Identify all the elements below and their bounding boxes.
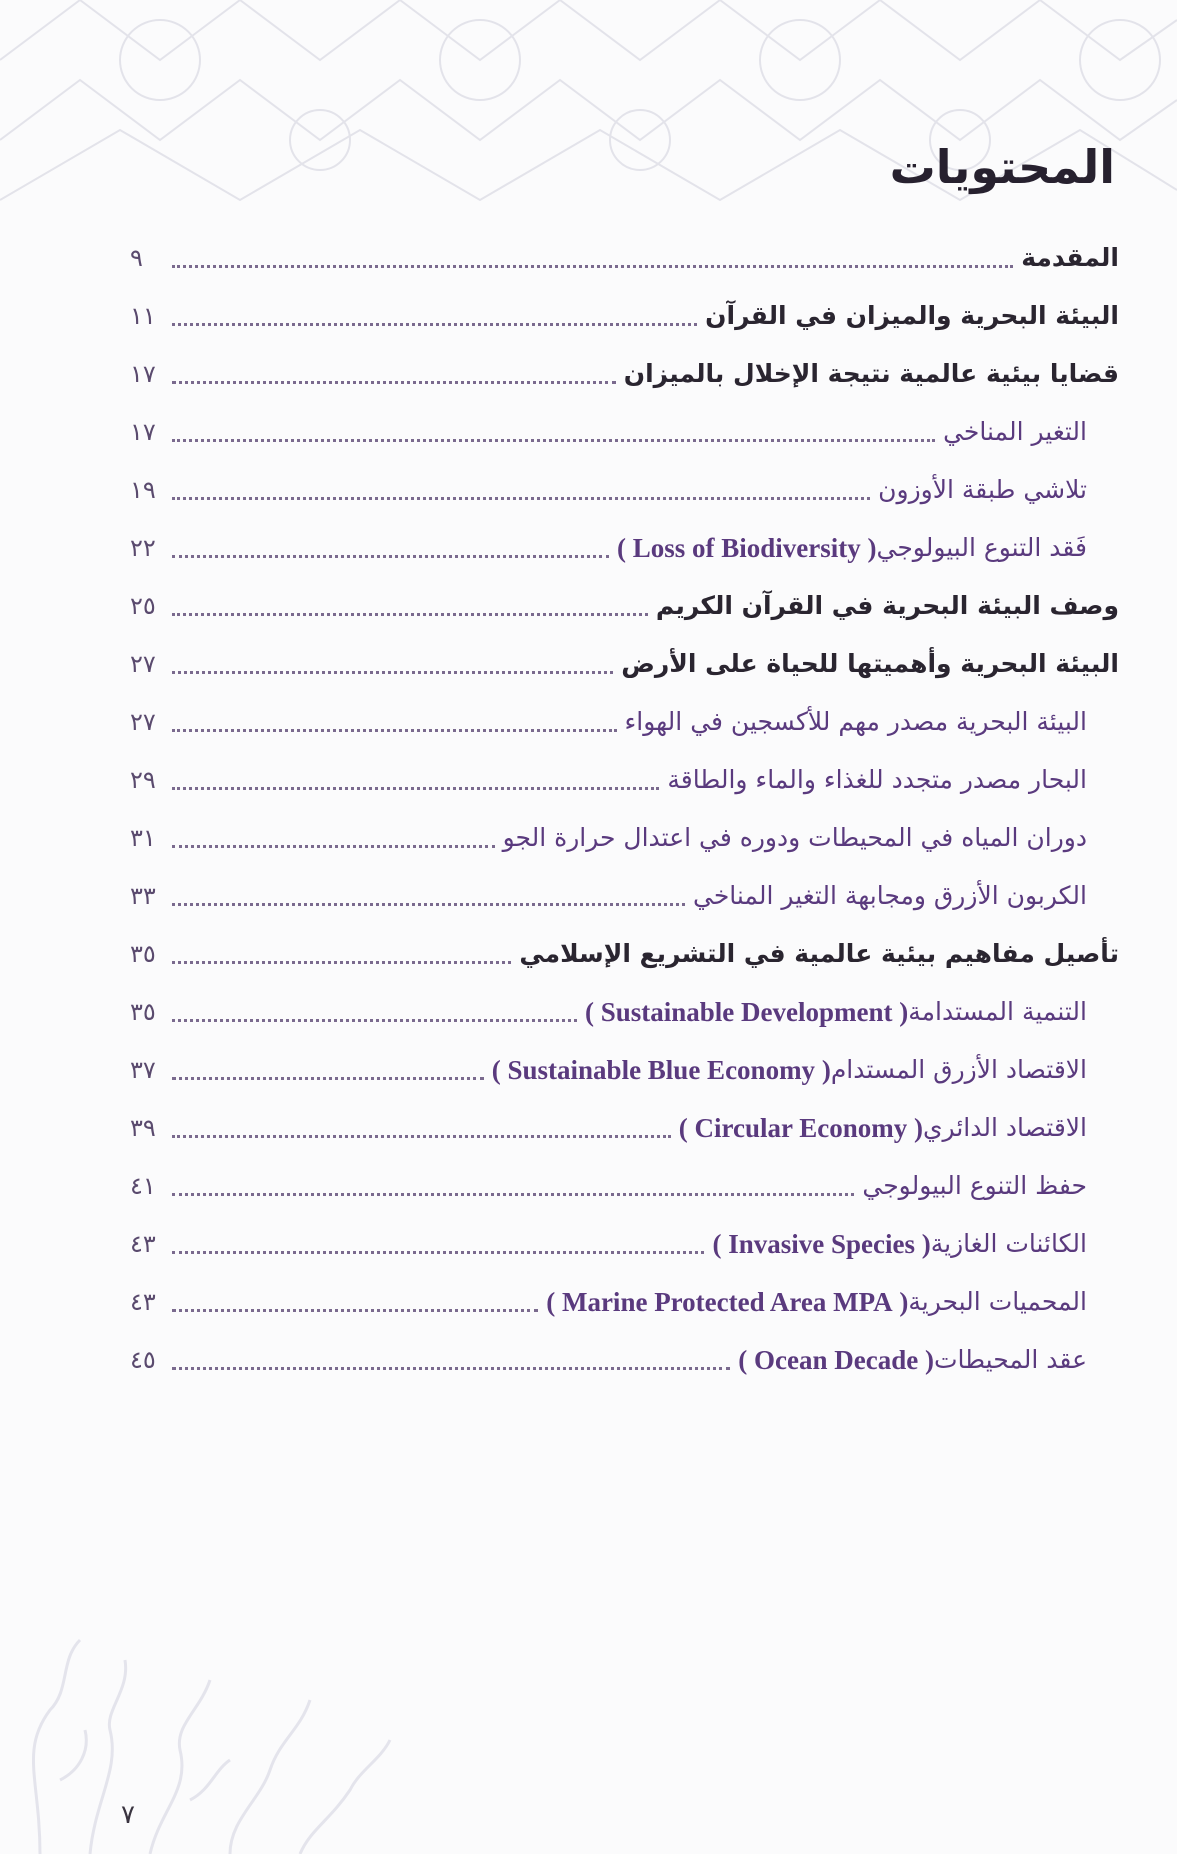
- toc-entry-title: المحميات البحرية: [908, 1287, 1087, 1316]
- toc-entry-title: الاقتصاد الأزرق المستدام: [830, 1055, 1087, 1084]
- toc-page-number: ٤٣: [130, 1230, 156, 1258]
- dot-leader: [172, 1077, 484, 1080]
- toc-entry-title: البيئة البحرية مصدر مهم للأكسجين في الهواء: [624, 707, 1087, 736]
- dot-leader: [172, 613, 648, 616]
- toc-page-number: ٢٧: [130, 650, 156, 678]
- toc-page-number: ٤١: [130, 1172, 156, 1200]
- toc-subentry[interactable]: [130, 1322, 1087, 1382]
- toc-page-number: ١٩: [130, 476, 156, 504]
- toc-subentry[interactable]: [130, 510, 1087, 570]
- dot-leader: [172, 555, 609, 558]
- dot-leader: [172, 961, 511, 964]
- toc-entry-title: المقدمة: [1021, 243, 1119, 272]
- toc-page-number: ١٧: [130, 360, 156, 388]
- toc-entry-english-term: ( Circular Economy ): [678, 1113, 923, 1143]
- toc-entry-title: التنمية المستدامة: [908, 997, 1087, 1026]
- toc-entry[interactable]: [130, 336, 1119, 396]
- toc-subentry[interactable]: [130, 1148, 1087, 1208]
- toc-page-number: ١٧: [130, 418, 156, 446]
- toc-entry-title: دوران المياه في المحيطات ودوره في اعتدال حرارة الجو: [502, 823, 1087, 852]
- toc-page-number: ٣٥: [130, 940, 156, 968]
- toc-entry-title: الكائنات الغازية: [930, 1229, 1087, 1258]
- toc-page-number: ٢٩: [130, 766, 156, 794]
- toc-entry[interactable]: [130, 626, 1119, 686]
- toc-page-number: ٣٩: [130, 1114, 156, 1142]
- toc-subentry[interactable]: [130, 800, 1087, 860]
- toc-entry-title: عقد المحيطات: [934, 1345, 1087, 1374]
- toc-entry-title: قضايا بيئية عالمية نتيجة الإخلال بالميزان: [623, 359, 1119, 388]
- toc-page-number: ٤٣: [130, 1288, 156, 1316]
- toc-entry-title: فَقد التنوع البيولوجي: [876, 533, 1087, 562]
- toc-entry-title: البحار مصدر متجدد للغذاء والماء والطاقة: [667, 765, 1087, 794]
- dot-leader: [172, 787, 659, 790]
- toc-subentry[interactable]: [130, 1032, 1087, 1092]
- toc-entry-title: التغير المناخي: [943, 417, 1087, 446]
- toc-entry-english-term: ( Marine Protected Area MPA ): [546, 1287, 909, 1317]
- toc-page-number: ١١: [130, 302, 156, 330]
- toc-entry-english-term: ( Sustainable Blue Economy ): [491, 1055, 831, 1085]
- toc-entry-english-term: ( Sustainable Development ): [584, 997, 909, 1027]
- toc-entry[interactable]: [130, 916, 1119, 976]
- toc-entry-english-term: ( Loss of Biodiversity ): [616, 533, 877, 563]
- page-number: ٧: [121, 1800, 135, 1830]
- dot-leader: [172, 323, 697, 326]
- toc-entry-title: الكربون الأزرق ومجابهة التغير المناخي: [692, 881, 1087, 910]
- dot-leader: [172, 729, 617, 732]
- dot-leader: [172, 671, 613, 674]
- toc-entry-english-term: ( Ocean Decade ): [738, 1345, 934, 1375]
- dot-leader: [172, 1019, 577, 1022]
- toc-subentry[interactable]: [130, 974, 1087, 1034]
- toc-entry-title: البيئة البحرية وأهميتها للحياة على الأرض: [621, 649, 1119, 678]
- toc-entry-title: البيئة البحرية والميزان في القرآن: [705, 301, 1119, 330]
- toc-page-number: ٤٥: [130, 1346, 156, 1374]
- toc-entry-title: تلاشي طبقة الأوزون: [878, 475, 1087, 504]
- dot-leader: [172, 1309, 538, 1312]
- toc-entry-title: حفظ التنوع البيولوجي: [862, 1171, 1087, 1200]
- dot-leader: [172, 1193, 854, 1196]
- toc-page-number: ٣٧: [130, 1056, 156, 1084]
- coral-illustration: [0, 1630, 420, 1854]
- toc-page-number: ٢٢: [130, 534, 156, 562]
- toc-entry-english-term: ( Invasive Species ): [712, 1229, 931, 1259]
- toc-subentry[interactable]: [130, 1090, 1087, 1150]
- dot-leader: [172, 903, 685, 906]
- toc-subentry[interactable]: [130, 394, 1087, 454]
- toc-subentry[interactable]: [130, 1206, 1087, 1266]
- dot-leader: [172, 497, 870, 500]
- page-title: المحتويات: [889, 140, 1115, 194]
- toc-subentry[interactable]: [130, 742, 1087, 802]
- toc-page-number: ٣١: [130, 824, 156, 852]
- toc-entry[interactable]: [130, 568, 1119, 628]
- dot-leader: [172, 265, 1013, 268]
- toc-entry[interactable]: [130, 220, 1119, 280]
- toc-page-number: ٩: [130, 244, 143, 272]
- dot-leader: [172, 1251, 704, 1254]
- toc-entry-title: تأصيل مفاهيم بيئية عالمية في التشريع الإسلامي: [519, 939, 1119, 968]
- toc-page-number: ٣٥: [130, 998, 156, 1026]
- dot-leader: [172, 1135, 671, 1138]
- toc-subentry[interactable]: [130, 452, 1087, 512]
- toc-subentry[interactable]: [130, 684, 1087, 744]
- toc-entry-title: الاقتصاد الدائري: [922, 1113, 1087, 1142]
- toc-page-number: ٢٥: [130, 592, 156, 620]
- dot-leader: [172, 845, 495, 848]
- toc-entry-title: وصف البيئة البحرية في القرآن الكريم: [655, 591, 1119, 620]
- toc-page-number: ٢٧: [130, 708, 156, 736]
- dot-leader: [172, 381, 616, 384]
- toc-entry[interactable]: [130, 278, 1119, 338]
- toc-subentry[interactable]: [130, 1264, 1087, 1324]
- toc-page-number: ٣٣: [130, 882, 156, 910]
- dot-leader: [172, 1367, 730, 1370]
- toc-subentry[interactable]: [130, 858, 1087, 918]
- dot-leader: [172, 439, 935, 442]
